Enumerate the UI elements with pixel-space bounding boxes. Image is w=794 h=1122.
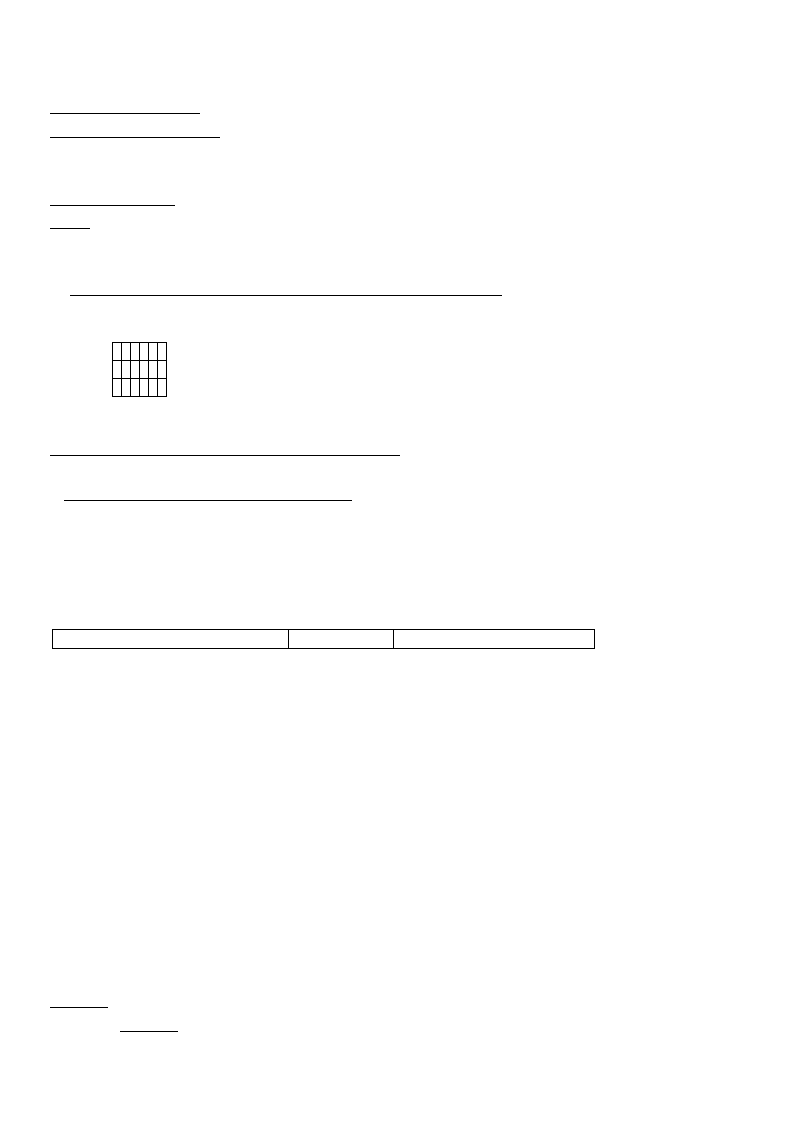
result-table-row <box>113 361 167 379</box>
question-2-blank[interactable] <box>50 124 220 138</box>
use-item-2 <box>50 994 108 1013</box>
blank-objective[interactable] <box>120 1018 178 1032</box>
question-3-blank-purpose[interactable] <box>50 192 175 206</box>
question-2 <box>50 124 220 143</box>
question-1-blank[interactable] <box>50 100 200 114</box>
question-3-line-3 <box>50 192 175 211</box>
microscope-table-header <box>53 630 595 649</box>
question-3-line-4 <box>50 215 100 234</box>
question-3-blank-variable[interactable] <box>50 215 90 229</box>
answer-line-q6[interactable] <box>64 500 352 501</box>
subsection-1 <box>50 575 86 593</box>
result-table <box>112 342 167 397</box>
microscope-table <box>52 629 595 649</box>
answer-line-q4[interactable] <box>70 295 502 296</box>
blank-up-down[interactable] <box>50 994 108 1008</box>
result-table-header <box>113 343 167 361</box>
question-1 <box>50 100 200 119</box>
answer-line-q5[interactable] <box>50 455 400 456</box>
result-table-row <box>113 379 167 397</box>
use-item-2b <box>120 1018 178 1037</box>
